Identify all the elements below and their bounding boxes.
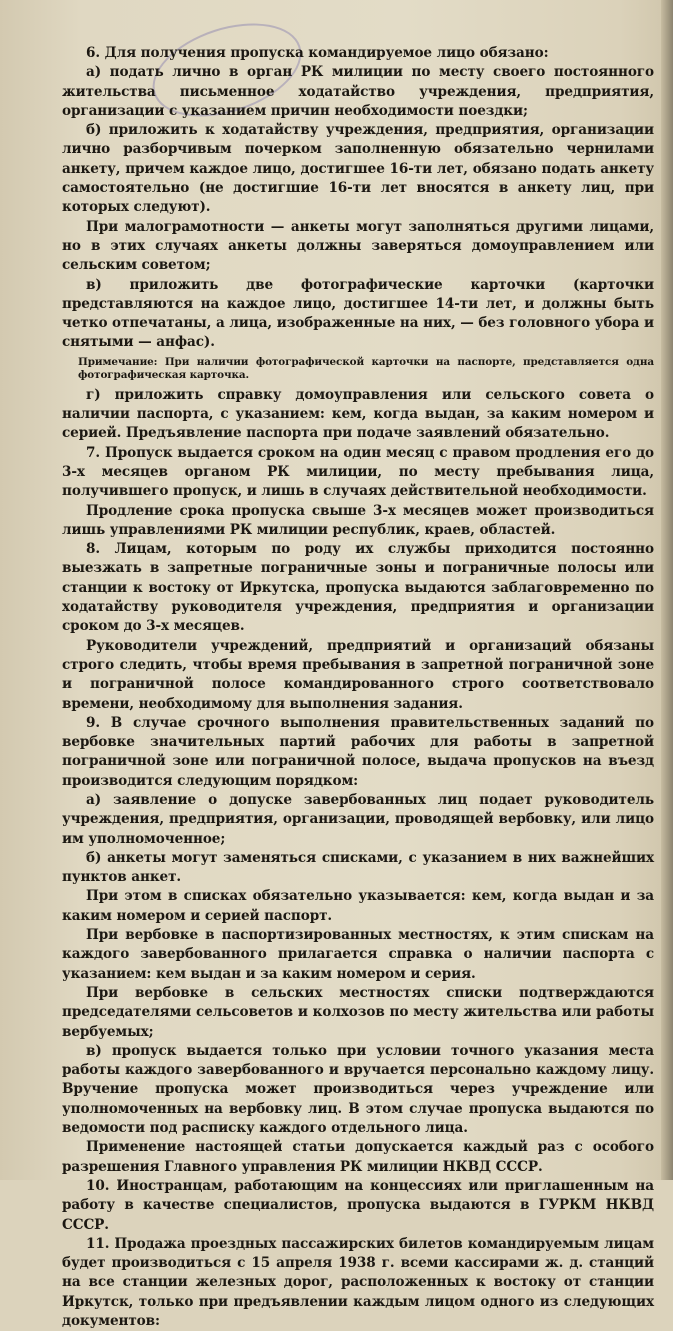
note-label: Примечание:: [78, 355, 158, 368]
document-text: [62, 44, 654, 1331]
paragraph-9: 9. В случае срочного выполнения правительственных заданий по вербовке значительных партий рабочих для работы в запретной пограничной зоне или пограничной полосе, выдача пропусков на въезд производится следующим порядком:: [62, 714, 654, 789]
paragraph-11: 11. Продажа проездных пассажирских билетов командируемым лицам будет производиться с 15 апреля 1938 г. всеми кассирами ж. д. станций на все станции железных дорог, расположенных к востоку от станции Иркутск, только при предъявлении каждым лицом одного из следующих документов:: [62, 1235, 654, 1329]
note: [78, 356, 654, 382]
paragraph-6-intro: 6. Для получения пропуска командируемое лицо обязано:: [86, 45, 549, 61]
paragraph-9v: в) пропуск выдается только при условии точного указания места работы каждого завербованного и вручается персонально каждому лицу. Вручение пропуска может производиться через учреждение или уполномоченных на вербовку лиц. В этом случае пропуска выдаются по ведомости под расписку каждого отдельного лица.: [62, 1042, 654, 1137]
page-edge: [661, 0, 673, 1180]
paragraph-8: 8. Лицам, которым по роду их службы приходится постоянно выезжать в запретные пограничные зоны и пограничные полосы или станции к востоку от Иркутска, пропуска выдаются заблаговременно по ходатайству руководителя учреждения, предприятия и организации сроком до 3-х месяцев.: [62, 541, 654, 635]
paragraph-illiteracy: При малограмотности — анкеты могут заполняться другими лицами, но в этих случаях анкеты должны заверяться домоуправлением или сельским советом;: [62, 218, 654, 274]
note-text: При наличии фотографической карточки на паспорте, представляется одна фотографическая карточка.: [78, 355, 654, 381]
paragraph-9-rural-areas: При вербовке в сельских местностях списки подтверждаются председателями сельсоветов и колхозов по месту жительства или работы вербуемых;: [62, 984, 654, 1040]
paragraph-9-application: Применение настоящей статьи допускается каждый раз с особого разрешения Главного управления РК милиции НКВД СССР.: [62, 1139, 654, 1175]
paragraph-9b: б) анкеты могут заменяться списками, с указанием в них важнейших пунктов анкет.: [62, 849, 654, 886]
paragraph-6b: б) приложить к ходатайству учреждения, предприятия, организации лично разборчивым почерком заполненную обязательно чернилами анкету, причем каждое лицо, достигшее 16-ти лет, обязано подать анкету самостоятельно (не достигшие 16-ти лет вносятся в анкету лиц, при которых следуют).: [62, 122, 654, 216]
paragraph-6a: а) подать лично в орган РК милиции по месту своего постоянного жительства письменное ходатайство учреждения, предприятия, организации с указанием причин необходимости поездки;: [62, 64, 654, 119]
paragraph-7-extension: Продление срока пропуска свыше 3-х месяцев может производиться лишь управлениями РК милиции республик, краев, областей.: [62, 502, 654, 538]
paragraph-10: 10. Иностранцам, работающим на концессиях или приглашенным на работу в качестве специалистов, пропуска выдаются в ГУРКМ НКВД СССР.: [62, 1177, 654, 1233]
paragraph-9a: а) заявление о допуске завербованных лиц подает руководитель учреждения, предприятия, организации, проводящей вербовку, или лицо им уполномоченное;: [62, 791, 654, 847]
paragraph-8-heads: Руководители учреждений, предприятий и организаций обязаны строго следить, чтобы время пребывания в запретной пограничной зоне и пограничной полосе командированного строго соответствовало времени, необходимому для выполнения задания.: [62, 637, 654, 712]
paragraph-9-passport-areas: При вербовке в паспортизированных местностях, к этим спискам на каждого завербованного прилагается справка о наличии паспорта с указанием: кем выдан и за каким номером и серия.: [62, 927, 654, 982]
paragraph-6v: в) приложить две фотографические карточки (карточки представляются на каждое лицо, достигшее 14-ти лет, и должны быть четко отпечатаны, а лица, изображенные на них, — без головного убора и снятыми — анфас).: [62, 276, 654, 351]
paragraph-9-lists: При этом в списках обязательно указывается: кем, когда выдан и за каким номером и серией паспорт.: [62, 888, 654, 924]
paragraph-6g: г) приложить справку домоуправления или сельского совета о наличии паспорта, с указанием: кем, когда выдан, за каким номером и серией. Предъявление паспорта при подаче заявлений обязательно.: [62, 386, 654, 442]
paragraph-7: 7. Пропуск выдается сроком на один месяц с правом продления его до 3-х месяцев органом РК милиции, по месту пребывания лица, получившего пропуск, и лишь в случаях действительной необходимости.: [62, 444, 654, 500]
